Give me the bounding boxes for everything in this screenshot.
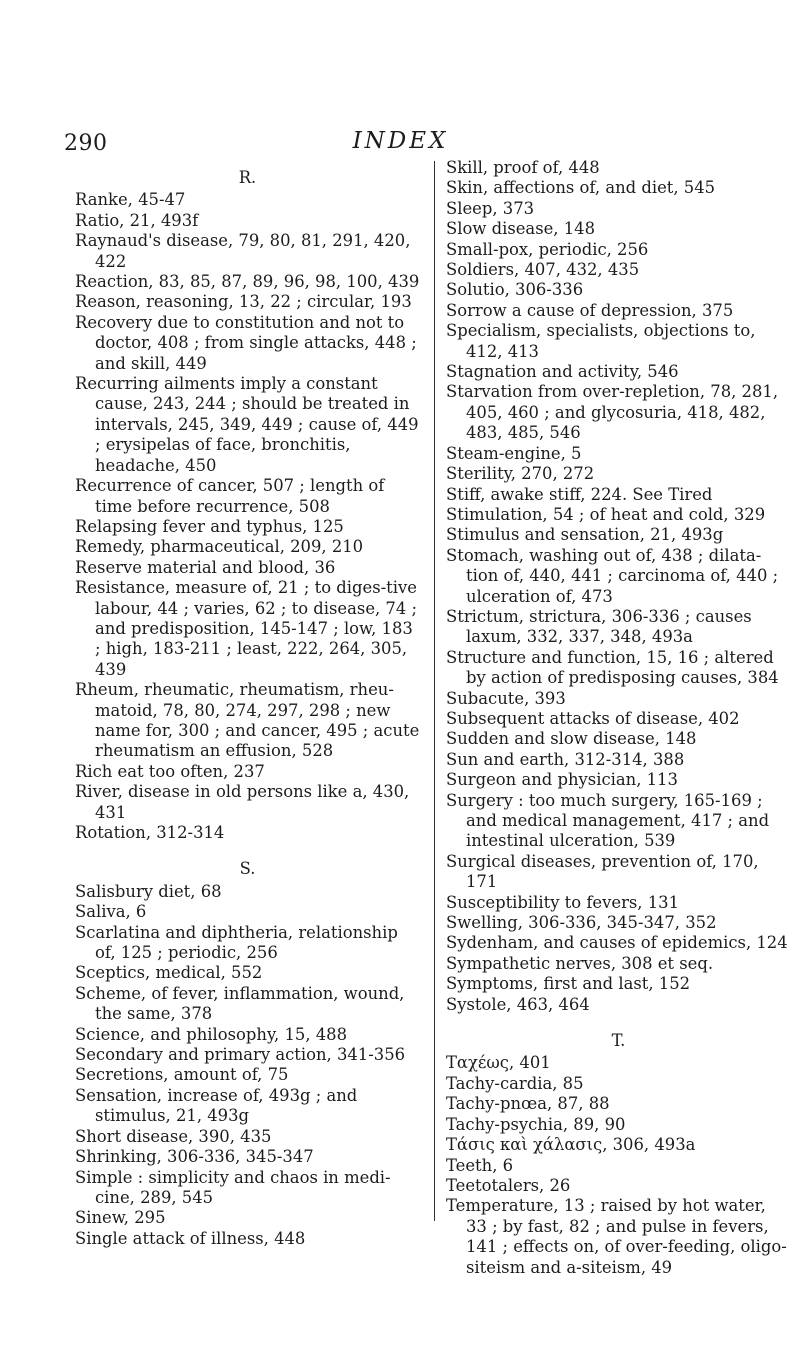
index-entry: Subsequent attacks of disease, 402 [446, 708, 740, 728]
index-entry: Swelling, 306-336, 345-347, 352 [446, 913, 717, 933]
index-entry: Scheme, of fever, inflammation, wound, the same, 378 [75, 983, 405, 1024]
index-entry: Rotation, 312-314 [75, 823, 225, 842]
index-entry: Stiff, awake stiff, 224. See Tired [446, 484, 713, 504]
index-entry: Simple : simplicity and chaos in medi-cine, 289, 545 [75, 1167, 391, 1207]
index-entry: Temperature, 13 ; raised by hot water, 33 ; by fast, 82 ; and pulse in fevers, 141 ; effects on, of over-feeding, oligo-siteism and a-siteism, 49 [446, 1196, 787, 1277]
index-entry: Reserve material and blood, 36 [75, 557, 336, 577]
index-entry: Tachy-psychia, 89, 90 [446, 1114, 626, 1134]
index-entry: Symptoms, first and last, 152 [446, 974, 691, 994]
index-entry: Reaction, 83, 85, 87, 89, 96, 98, 100, 439 [75, 272, 420, 292]
index-entry: Ratio, 21, 493f [75, 210, 199, 230]
index-entry: Teetotalers, 26 [446, 1175, 571, 1195]
index-entry: Slow disease, 148 [446, 219, 596, 239]
index-entry: Remedy, pharmaceutical, 209, 210 [75, 537, 364, 557]
index-entry: Recovery due to constitution and not to doctor, 408 ; from single attacks, 448 ; and skill, 449 [75, 312, 417, 373]
index-entry: Teeth, 6 [446, 1155, 514, 1175]
running-head: INDEX [352, 128, 449, 154]
index-entry: Shrinking, 306-336, 345-347 [75, 1147, 314, 1167]
section-letter: T. [611, 1031, 626, 1051]
index-entry: Sleep, 373 [446, 198, 535, 218]
index-entry: Sudden and slow disease, 148 [446, 729, 697, 749]
index-entry: Solutio, 306-336 [446, 280, 584, 300]
index-entry: Ταχέως, 401 [446, 1053, 551, 1073]
index-entry: Specialism, specialists, objections to, 412, 413 [446, 321, 756, 361]
index-entry: Subacute, 393 [446, 688, 566, 708]
index-entry: Scarlatina and diphtheria, relationship of, 125 ; periodic, 256 [75, 922, 398, 963]
index-entry: Tachy-pnœa, 87, 88 [446, 1094, 610, 1114]
index-entry: Steam-engine, 5 [446, 443, 582, 463]
index-entry: Τάσις καὶ χάλασις, 306, 493a [446, 1135, 696, 1155]
index-entry: Stomach, washing out of, 438 ; dilata-tion of, 440, 441 ; carcinoma of, 440 ; ulceration of, 473 [446, 545, 779, 606]
index-entry: Rich eat too often, 237 [75, 761, 265, 781]
index-entry: Surgical diseases, prevention of, 170, 171 [446, 851, 759, 892]
index-entry: Sensation, increase of, 493g ; and stimulus, 21, 493g [75, 1085, 358, 1126]
index-entry: Stimulation, 54 ; of heat and cold, 329 [446, 504, 766, 524]
index-entry: Science, and philosophy, 15, 488 [75, 1024, 348, 1044]
index-entry: Stimulus and sensation, 21, 493g [446, 525, 724, 545]
section-letter: S. [239, 859, 256, 879]
index-entry: Small-pox, periodic, 256 [446, 239, 649, 259]
index-entry: Skill, proof of, 448 [446, 158, 600, 177]
index-entry: Single attack of illness, 448 [75, 1228, 306, 1248]
index-entry: Salisbury diet, 68 [75, 881, 222, 901]
index-entry: Sympathetic nerves, 308 et seq. [446, 953, 714, 973]
section-letter: R. [238, 168, 257, 187]
index-entry: Starvation from over-repletion, 78, 281, 405, 460 ; and glycosuria, 418, 482, 483, 485, 546 [446, 382, 779, 443]
index-entry: Sterility, 270, 272 [446, 464, 595, 484]
index-entry: Tachy-cardia, 85 [446, 1073, 584, 1093]
index-entry: Reason, reasoning, 13, 22 ; circular, 193 [75, 292, 412, 312]
index-entry: Ranke, 45-47 [75, 190, 186, 210]
index-entry: Secondary and primary action, 341-356 [75, 1045, 406, 1065]
left-column [75, 158, 420, 1249]
page-number: 290 [64, 131, 108, 156]
right-column [446, 158, 791, 1278]
index-entry: Stagnation and activity, 546 [446, 362, 679, 382]
index-entry: Relapsing fever and typhus, 125 [75, 516, 344, 536]
column-divider [434, 161, 435, 1221]
index-entry: Resistance, measure of, 21 ; to diges-tive labour, 44 ; varies, 62 ; to disease, 74 ; and predisposition, 145-147 ; low, 183 ; high, 183-211 ; least, 222, 264, 305, 439 [75, 578, 418, 679]
index-entry: Sceptics, medical, 552 [75, 963, 263, 983]
index-entry: Sun and earth, 312-314, 388 [446, 749, 685, 769]
index-entry: Saliva, 6 [75, 902, 147, 922]
index-entry: Sydenham, and causes of epidemics, 124 [446, 933, 788, 953]
index-entry: Skin, affections of, and diet, 545 [446, 178, 716, 198]
index-entry: Structure and function, 15, 16 ; altered by action of predisposing causes, 384 [446, 647, 779, 688]
index-entry: Strictum, strictura, 306-336 ; causes laxum, 332, 337, 348, 493a [446, 606, 752, 647]
index-entry: Recurrence of cancer, 507 ; length of time before recurrence, 508 [75, 476, 385, 516]
index-entry: Systole, 463, 464 [446, 994, 590, 1014]
index-entry: Sinew, 295 [75, 1208, 166, 1228]
index-entry: Surgery : too much surgery, 165-169 ; and medical management, 417 ; and intestinal ulceration, 539 [446, 790, 770, 851]
index-entry: Recurring ailments imply a constant cause, 243, 244 ; should be treated in intervals, 245, 349, 449 ; cause of, 449 ; erysipelas of face, bronchitis, headache, 450 [75, 374, 419, 475]
index-entry: Secretions, amount of, 75 [75, 1065, 289, 1085]
index-entry: Susceptibility to fevers, 131 [446, 892, 680, 912]
index-entry: Short disease, 390, 435 [75, 1126, 272, 1146]
index-entry: Sorrow a cause of depression, 375 [446, 300, 734, 320]
index-entry: River, disease in old persons like a, 430, 431 [75, 782, 410, 822]
index-entry: Surgeon and physician, 113 [446, 770, 678, 790]
index-entry: Raynaud's disease, 79, 80, 81, 291, 420, 422 [75, 231, 411, 271]
index-entry: Rheum, rheumatic, rheumatism, rheu-matoid, 78, 80, 274, 297, 298 ; new name for, 300 ; and cancer, 495 ; acute rheumatism an effusion, 528 [75, 680, 420, 761]
index-entry: Soldiers, 407, 432, 435 [446, 260, 640, 280]
